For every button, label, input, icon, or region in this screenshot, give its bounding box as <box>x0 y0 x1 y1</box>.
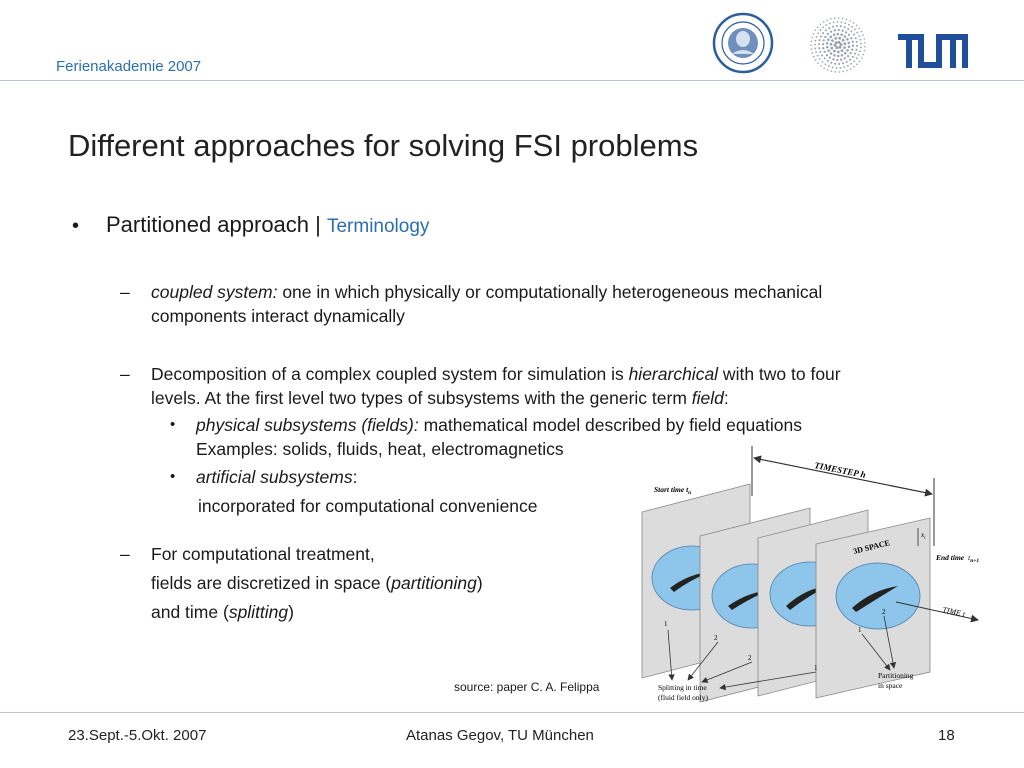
logo-dot <box>838 41 841 44</box>
header-title: Ferienakademie 2007 <box>56 58 202 75</box>
logo-dot <box>861 57 863 59</box>
start-time-text: Start time t <box>654 485 689 494</box>
logo-dot <box>849 20 851 22</box>
hierarchical-term: hierarchical <box>628 364 719 384</box>
logo-dot <box>817 26 819 28</box>
logo-dot <box>836 59 838 61</box>
start-time-sub: n <box>688 490 692 496</box>
logo-dot <box>850 68 852 70</box>
logo-dot <box>832 58 834 60</box>
logo-dot <box>853 22 855 24</box>
logo-dot <box>828 65 830 67</box>
dotted-globe-logo <box>806 14 870 76</box>
logo-dot <box>819 29 821 31</box>
logo-dot <box>836 67 838 69</box>
sub-bullet-marker: • <box>170 416 176 433</box>
logo-dot <box>846 19 848 21</box>
logo-dot <box>864 42 866 44</box>
logo-dot <box>838 46 841 49</box>
partitioning-label-line2: in space <box>878 681 903 690</box>
partitioning-splitting-diagram <box>628 436 1000 708</box>
logo-dot <box>852 45 854 47</box>
coupled-system-line1 <box>151 280 822 304</box>
partition-number: 1 <box>814 664 818 672</box>
logo-dot <box>850 63 852 65</box>
decomposition-text-end: with two to four <box>718 364 841 384</box>
logo-dot <box>844 22 846 24</box>
logo-dot <box>848 42 851 45</box>
partition-number: 2 <box>714 634 718 642</box>
logo-dot <box>832 66 834 68</box>
logo-dot <box>835 71 837 73</box>
logo-dot <box>838 29 840 31</box>
dash-marker: – <box>120 364 130 384</box>
logo-dot <box>849 59 851 61</box>
splitting-label-line2: (fluid field only) <box>658 693 708 702</box>
close-paren: ) <box>288 602 294 622</box>
logo-dot <box>856 57 858 59</box>
logo-dot <box>858 28 860 30</box>
logo-dot <box>849 52 851 54</box>
logo-dot <box>843 46 846 49</box>
logo-dot <box>815 30 817 32</box>
logo-dot <box>811 37 813 39</box>
logo-dot <box>846 38 849 41</box>
coupled-system-term: coupled system: <box>151 282 278 302</box>
logo-dot <box>814 44 816 46</box>
logo-dot <box>851 48 853 50</box>
logo-dot <box>834 17 836 19</box>
logo-dot <box>833 44 836 47</box>
logo-dot <box>851 26 853 28</box>
slide-title: Different approaches for solving FSI problems <box>68 128 699 163</box>
space-text: fields are discretized in space ( <box>151 573 392 593</box>
logo-dot <box>848 45 851 48</box>
logo-dot <box>833 21 835 23</box>
logo-dot <box>848 34 850 36</box>
logo-dot <box>821 54 823 56</box>
logo-dot <box>831 39 834 42</box>
logo-dot <box>814 40 816 42</box>
space-3d-label: 3D SPACE <box>852 538 891 556</box>
logo-dot <box>825 63 827 65</box>
page-number: 18 <box>938 727 955 744</box>
partition-number: 1 <box>664 620 668 628</box>
logo-dot <box>844 35 847 38</box>
logo-dot <box>819 58 821 60</box>
logo-dot <box>821 61 823 63</box>
logo-dot <box>850 30 852 32</box>
colon: : <box>352 467 358 487</box>
close-paren: ) <box>476 573 483 593</box>
logo-dot <box>860 43 862 45</box>
timestep-label: TIMESTEP h <box>813 460 867 480</box>
logo-dot <box>837 21 839 23</box>
logo-dot <box>845 31 847 33</box>
end-time-t: t <box>968 553 971 562</box>
logo-dot <box>811 48 813 50</box>
logo-dot <box>834 37 837 40</box>
logo-dot <box>829 23 831 25</box>
logo-dot <box>854 29 856 31</box>
logo-dot <box>823 39 825 41</box>
logo-dot <box>859 39 861 41</box>
logo-dot <box>831 70 833 72</box>
end-time-sub: n+1 <box>970 558 980 564</box>
logo-dot <box>847 65 849 67</box>
logo-dot <box>822 26 824 28</box>
logo-dot <box>819 51 821 53</box>
logo-dot <box>842 71 844 73</box>
logo-dot <box>838 17 840 19</box>
dash-marker: – <box>120 282 130 302</box>
logo-dot <box>853 66 855 68</box>
partitioning-term: partitioning <box>391 573 477 593</box>
logo-dot <box>822 43 824 45</box>
logo-dot <box>856 41 858 43</box>
artificial-subsystems-description: incorporated for computational convenience <box>198 496 538 516</box>
logo-dot <box>833 33 836 36</box>
logo-dot <box>864 46 866 48</box>
logo-dot <box>856 25 858 27</box>
time-axis-label: TIME t <box>941 605 966 619</box>
logo-dot <box>826 20 828 22</box>
logo-dot <box>828 27 830 29</box>
logo-dot <box>813 56 815 58</box>
logo-dot <box>827 60 829 62</box>
logo-dot <box>853 33 855 35</box>
splitting-term: splitting <box>228 602 289 622</box>
university-seal-logo <box>712 12 782 74</box>
logo-dot <box>824 36 826 38</box>
footer-divider <box>0 712 1024 713</box>
physical-subsystems-term: physical subsystems (fields): <box>196 415 419 435</box>
logo-dot <box>830 43 833 46</box>
logo-dot <box>817 62 819 64</box>
logo-dot <box>820 65 822 67</box>
sub-bullet-marker: • <box>170 468 176 485</box>
logo-dot <box>834 63 836 65</box>
logo-dot <box>841 49 844 52</box>
logo-dot <box>842 18 844 20</box>
levels-text: levels. At the first level two types of subsystems with the generic term <box>151 388 692 408</box>
logo-dot <box>835 41 838 44</box>
logo-dot <box>825 24 827 26</box>
logo-dot <box>837 33 840 36</box>
logo-dot <box>855 37 857 39</box>
bullet-marker: • <box>72 215 80 237</box>
logo-dot <box>844 57 846 59</box>
logo-dot <box>846 61 848 63</box>
logo-dot <box>855 49 857 51</box>
logo-dot <box>822 32 824 34</box>
logo-dot <box>827 33 829 35</box>
end-time-text: End time <box>936 553 965 562</box>
logo-dot <box>836 25 838 27</box>
source-citation: source: paper C. A. Felippa <box>454 680 600 694</box>
logo-dot <box>840 59 842 61</box>
logo-dot <box>815 59 817 61</box>
logo-dot <box>859 61 861 63</box>
logo-dot <box>856 32 858 34</box>
logo-dot <box>842 39 845 42</box>
logo-dot <box>846 49 849 52</box>
logo-dot <box>813 33 815 35</box>
header-divider <box>0 80 1024 81</box>
logo-dot <box>823 67 825 69</box>
logo-dot <box>844 52 847 55</box>
logo-dot <box>832 26 834 28</box>
timestep-arrow-back <box>754 458 932 494</box>
logo-dot <box>858 35 860 37</box>
decomposition-line2 <box>151 386 729 410</box>
xi-label-sub: i <box>924 536 926 541</box>
logo-dot <box>853 60 855 62</box>
logo-dot <box>839 43 842 46</box>
logo-dot <box>852 41 854 43</box>
logo-dot <box>827 69 829 71</box>
logo-dot <box>818 43 820 45</box>
logo-dot <box>860 47 862 49</box>
terminology-accent: Terminology <box>326 216 430 237</box>
logo-dot <box>856 45 858 47</box>
logo-dot <box>822 47 824 49</box>
decomposition-text: Decomposition of a complex coupled system for simulation is <box>151 364 629 384</box>
logo-dot <box>817 32 819 34</box>
computational-treatment-line1: For computational treatment, <box>151 544 375 564</box>
physical-subsystems-definition: mathematical model described by field equations <box>418 415 802 435</box>
tum-logo <box>898 34 970 70</box>
dash-marker: – <box>120 544 130 564</box>
logo-dot <box>826 42 829 45</box>
logo-dot <box>847 28 849 30</box>
logo-dot <box>811 41 813 43</box>
logo-dot <box>856 64 858 66</box>
start-time-label <box>654 485 691 496</box>
field-term: field <box>691 388 724 408</box>
logo-dot <box>830 52 833 55</box>
splitting-label-line1: Splitting in time <box>658 683 707 692</box>
logo-dot <box>854 52 856 54</box>
logo-dot <box>839 67 841 69</box>
logo-dot <box>837 51 840 54</box>
logo-dot <box>840 25 842 27</box>
computational-treatment-line2 <box>151 571 483 595</box>
logo-dot <box>838 71 840 73</box>
logo-dot <box>826 54 828 56</box>
logo-dot <box>817 55 819 57</box>
computational-treatment-line3 <box>151 600 294 624</box>
logo-dot <box>841 54 844 57</box>
logo-dot <box>835 46 838 49</box>
logo-dot <box>825 29 827 31</box>
logo-dot <box>833 50 836 53</box>
logo-dot <box>827 38 830 41</box>
logo-dot <box>841 30 843 32</box>
logo-dot <box>819 39 821 41</box>
logo-dot <box>826 46 829 49</box>
logo-dot <box>830 35 833 38</box>
logo-dot <box>823 21 825 23</box>
logo-dot <box>844 42 847 45</box>
main-bullet-text: Partitioned approach | <box>106 212 327 237</box>
xi-label-x: x <box>921 531 925 539</box>
logo-dot <box>820 35 822 37</box>
logo-dot <box>829 56 831 58</box>
logo-dot <box>847 55 849 57</box>
logo-dot <box>830 47 833 50</box>
partition-number: 1 <box>858 626 862 634</box>
logo-dot <box>834 29 836 31</box>
logo-dot <box>861 31 863 33</box>
artificial-subsystems-term: artificial subsystems <box>196 467 353 487</box>
time-text: and time ( <box>151 602 229 622</box>
logo-dot <box>820 24 822 26</box>
physical-subsystems-examples: Examples: solids, fluids, heat, electromagnetics <box>196 439 564 459</box>
coupled-system-definition: one in which physically or computationally heterogeneous mechanical <box>277 282 823 302</box>
logo-dot <box>815 51 817 53</box>
partition-number: 2 <box>882 608 886 616</box>
logo-dot <box>818 47 820 49</box>
decomposition-line1 <box>151 362 841 386</box>
partition-number: 2 <box>748 654 752 662</box>
logo-dot <box>824 57 826 59</box>
coupled-system-line2: components interact dynamically <box>151 306 405 326</box>
logo-dot <box>848 24 850 26</box>
logo-dot <box>816 36 818 38</box>
logo-dot <box>862 34 864 36</box>
logo-dot <box>827 49 830 52</box>
footer-author: Atanas Gegov, TU München <box>406 727 594 744</box>
logo-dot <box>840 21 842 23</box>
splitting-label <box>658 683 709 702</box>
logo-dot <box>837 55 840 58</box>
logo-dot <box>830 62 832 64</box>
logo-dot <box>814 47 816 49</box>
logo-dot <box>858 54 860 56</box>
logo-dot <box>842 62 844 64</box>
logo-dot <box>852 56 854 58</box>
logo-dot <box>838 37 841 40</box>
artificial-subsystems-line1 <box>196 465 357 489</box>
logo-dot <box>846 70 848 72</box>
colon: : <box>723 388 729 408</box>
logo-dot <box>830 18 832 20</box>
physical-subsystems-line1 <box>196 413 802 437</box>
logo-dot <box>838 63 840 65</box>
logo-dot <box>863 54 865 56</box>
logo-dot <box>850 37 852 39</box>
logo-dot <box>830 31 832 33</box>
partitioning-label <box>878 671 915 690</box>
logo-dot <box>810 45 812 47</box>
logo-dot <box>811 52 813 54</box>
partitioning-label-line1: Partitioning <box>878 671 914 680</box>
logo-dot <box>833 54 836 57</box>
logo-dot <box>824 51 826 53</box>
logo-dot <box>840 33 843 36</box>
footer-date: 23.Sept.-5.Okt. 2007 <box>68 727 207 744</box>
main-bullet <box>106 212 429 238</box>
logo-dot <box>864 38 866 40</box>
logo-dot <box>844 26 846 28</box>
logo-dot <box>864 50 866 52</box>
logo-dot <box>859 50 861 52</box>
logo-dot <box>843 66 845 68</box>
end-time-label <box>935 553 979 564</box>
